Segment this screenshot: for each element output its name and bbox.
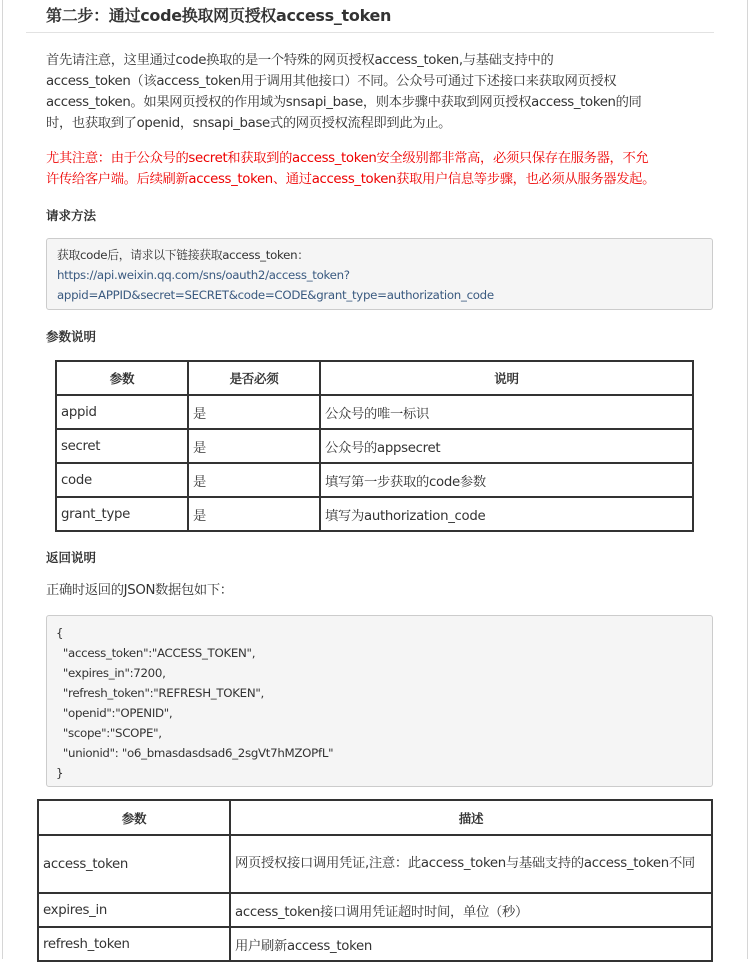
table-header-row (38, 800, 712, 835)
request-code-block (46, 238, 713, 310)
code-line: "expires_in":7200, (56, 666, 166, 680)
code-line: "unionid": "o6_bmasdasdsad6_2sgVt7hMZOPfL" (56, 746, 334, 760)
request-url[interactable]: https://api.weixin.qq.com/sns/oauth2/access_token? (57, 268, 350, 282)
response-intro: 正确时返回的JSON数据包如下： (46, 583, 233, 598)
column-header: 参数 (38, 800, 230, 835)
response-code-block (46, 615, 713, 787)
table-row (38, 835, 712, 893)
column-header: 参数 (56, 361, 188, 395)
cell-description: 公众号的唯一标识 (320, 395, 693, 429)
code-line: { (56, 626, 64, 640)
cell-param: appid (56, 395, 188, 429)
cell-required: 是 (188, 497, 320, 531)
code-line: } (56, 766, 64, 780)
request-line: 获取code后，请求以下链接获取access_token： (57, 248, 309, 262)
code-line: "openid":"OPENID", (56, 706, 173, 720)
warning-line: 许传给客户端。后续刷新access_token、通过access_token获取用户信息等步骤，也必须从服务器发起。 (46, 172, 656, 187)
cell-description: 用户刷新access_token (230, 927, 712, 961)
cell-param: grant_type (56, 497, 188, 531)
cell-required: 是 (188, 463, 320, 497)
page-title: 第二步：通过code换取网页授权access_token (46, 6, 392, 25)
column-header: 描述 (230, 800, 712, 835)
column-header: 是否必须 (188, 361, 320, 395)
table-row (56, 429, 693, 463)
warning-line: 尤其注意：由于公众号的secret和获取到的access_token安全级别都非常高，必须只保存在服务器，不允 (46, 151, 649, 166)
request-url-query[interactable]: appid=APPID&secret=SECRET&code=CODE&grant_type=authorization_code (57, 288, 494, 302)
cell-param: expires_in (38, 893, 230, 927)
code-line: "scope":"SCOPE", (56, 726, 162, 740)
cell-param: secret (56, 429, 188, 463)
code-line: "refresh_token":"REFRESH_TOKEN", (56, 686, 264, 700)
cell-description: 网页授权接口调用凭证,注意：此access_token与基础支持的access_token不同 (230, 835, 712, 893)
response-heading: 返回说明 (46, 550, 97, 565)
intro-line: access_token。如果网页授权的作用域为snsapi_base，则本步骤中获取到网页授权access_token的同 (46, 95, 642, 110)
cell-param: access_token (38, 835, 230, 893)
table-row (56, 463, 693, 497)
request-method-heading: 请求方法 (46, 208, 97, 223)
intro-line: 首先请注意，这里通过code换取的是一个特殊的网页授权access_token,与基础支持中的 (46, 53, 554, 68)
cell-param: refresh_token (38, 927, 230, 961)
table-row (38, 893, 712, 927)
params-heading: 参数说明 (46, 329, 97, 344)
intro-line: 时，也获取到了openid，snsapi_base式的网页授权流程即到此为止。 (46, 116, 452, 131)
cell-param: code (56, 463, 188, 497)
title-divider (26, 32, 714, 33)
code-line: "access_token":"ACCESS_TOKEN", (56, 646, 256, 660)
cell-description: 填写第一步获取的code参数 (320, 463, 693, 497)
table-header-row (56, 361, 693, 395)
cell-description: 公众号的appsecret (320, 429, 693, 463)
column-header: 说明 (320, 361, 693, 395)
cell-required: 是 (188, 429, 320, 463)
table-row (38, 927, 712, 961)
intro-line: access_token（该access_token用于调用其他接口）不同。公众号可通过下述接口来获取网页授权 (46, 74, 617, 89)
params-table (55, 360, 694, 532)
cell-required: 是 (188, 395, 320, 429)
table-row (56, 497, 693, 531)
cell-description: 填写为authorization_code (320, 497, 693, 531)
response-table (37, 799, 713, 962)
table-row (56, 395, 693, 429)
cell-description: access_token接口调用凭证超时时间，单位（秒） (230, 893, 712, 927)
